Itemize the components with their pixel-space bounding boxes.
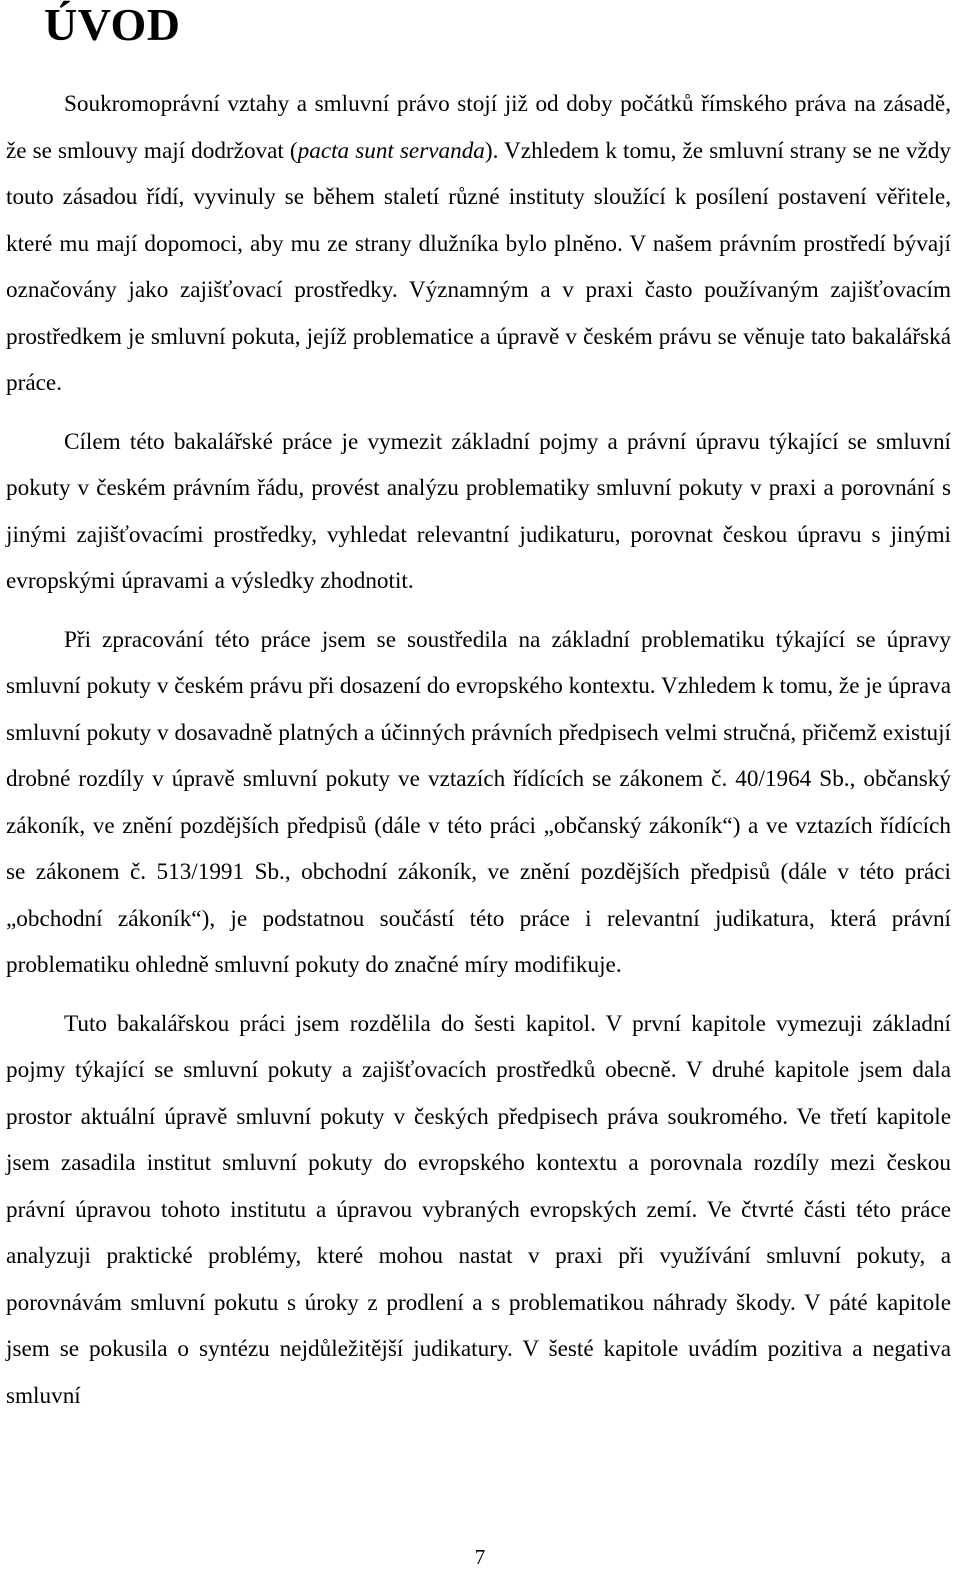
paragraph-1-text-end: ). Vzhledem k tomu, že smluvní strany se ne vždy touto zásadou řídí, vyvinuly se během staletí různé instituty sloužící k posílení postavení věřitele, které mu mají dopomoci, aby mu ze strany dlužníka bylo plněno. V našem právním prostředí bývají označovány jako zajišťovací prostředky. Významným a v praxi často používaným zajišťovacím prostředkem je smluvní pokuta, jejíž problematice a úpravě v českém právu se věnuje tato bakalářská práce. — [6, 137, 951, 396]
paragraph-2: Cílem této bakalářské práce je vymezit základní pojmy a právní úpravu týkající se smluvní pokuty v českém právním řádu, provést analýzu problematiky smluvní pokuty v praxi a porovnání s jinými zajišťovacími prostředky, vyhledat relevantní judikaturu, porovnat českou úpravu s jinými evropskými úpravami a výsledky zhodnotit. — [6, 428, 951, 594]
paragraph-4: Tuto bakalářskou práci jsem rozdělila do šesti kapitol. V první kapitole vymezuji základní pojmy týkající se smluvní pokuty a zajišťovacích prostředků obecně. V druhé kapitole jsem dala prostor aktuální úpravě smluvní pokuty v českých předpisech práva soukromého. Ve třetí kapitole jsem zasadila institut smluvní pokuty do evropského kontextu a porovnala rozdíly mezi českou právní úpravou tohoto institutu a úpravou vybraných evropských zemí. Ve čtvrté části této práce analyzuji praktické problémy, které mohou nastat v praxi při využívání smluvní pokuty, a porovnávám smluvní pokutu s úroky z prodlení a s problematikou náhrady škody. V páté kapitole jsem se pokusila o syntézu nejdůležitější judikatury. V šesté kapitole uvádím pozitiva a negativa smluvní — [6, 1010, 951, 1409]
page-number: 7 — [474, 1545, 486, 1569]
paragraph-1 — [6, 81, 951, 407]
paragraph-3: Při zpracování této práce jsem se soustředila na základní problematiku týkající se úpravy smluvní pokuty v českém právu při dosazení do evropského kontextu. Vzhledem k tomu, že je úprava smluvní pokuty v dosavadně platných a účinných právních předpisech velmi stručná, přičemž existují drobné rozdíly v úpravě smluvní pokuty ve vztazích řídících se zákonem č. 40/1964 Sb., občanský zákoník, ve znění pozdějších předpisů (dále v této práci „občanský zákoník“) a ve vztazích řídících se zákonem č. 513/1991 Sb., obchodní zákoník, ve znění pozdějších předpisů (dále v této práci „obchodní zákoník“), je podstatnou součástí této práce i relevantní judikatura, která právní problematiku ohledně smluvní pokuty do značné míry modifikuje. — [6, 626, 951, 978]
chapter-heading: ÚVOD — [44, 0, 181, 50]
body-text — [6, 81, 951, 1419]
latin-phrase: pacta sunt servanda — [297, 137, 485, 164]
paragraph-1-text-start: Soukromoprávní vztahy a smluvní právo stojí již od doby počátků římského práva na zásadě, že se smlouvy mají dodržovat ( — [6, 91, 951, 164]
